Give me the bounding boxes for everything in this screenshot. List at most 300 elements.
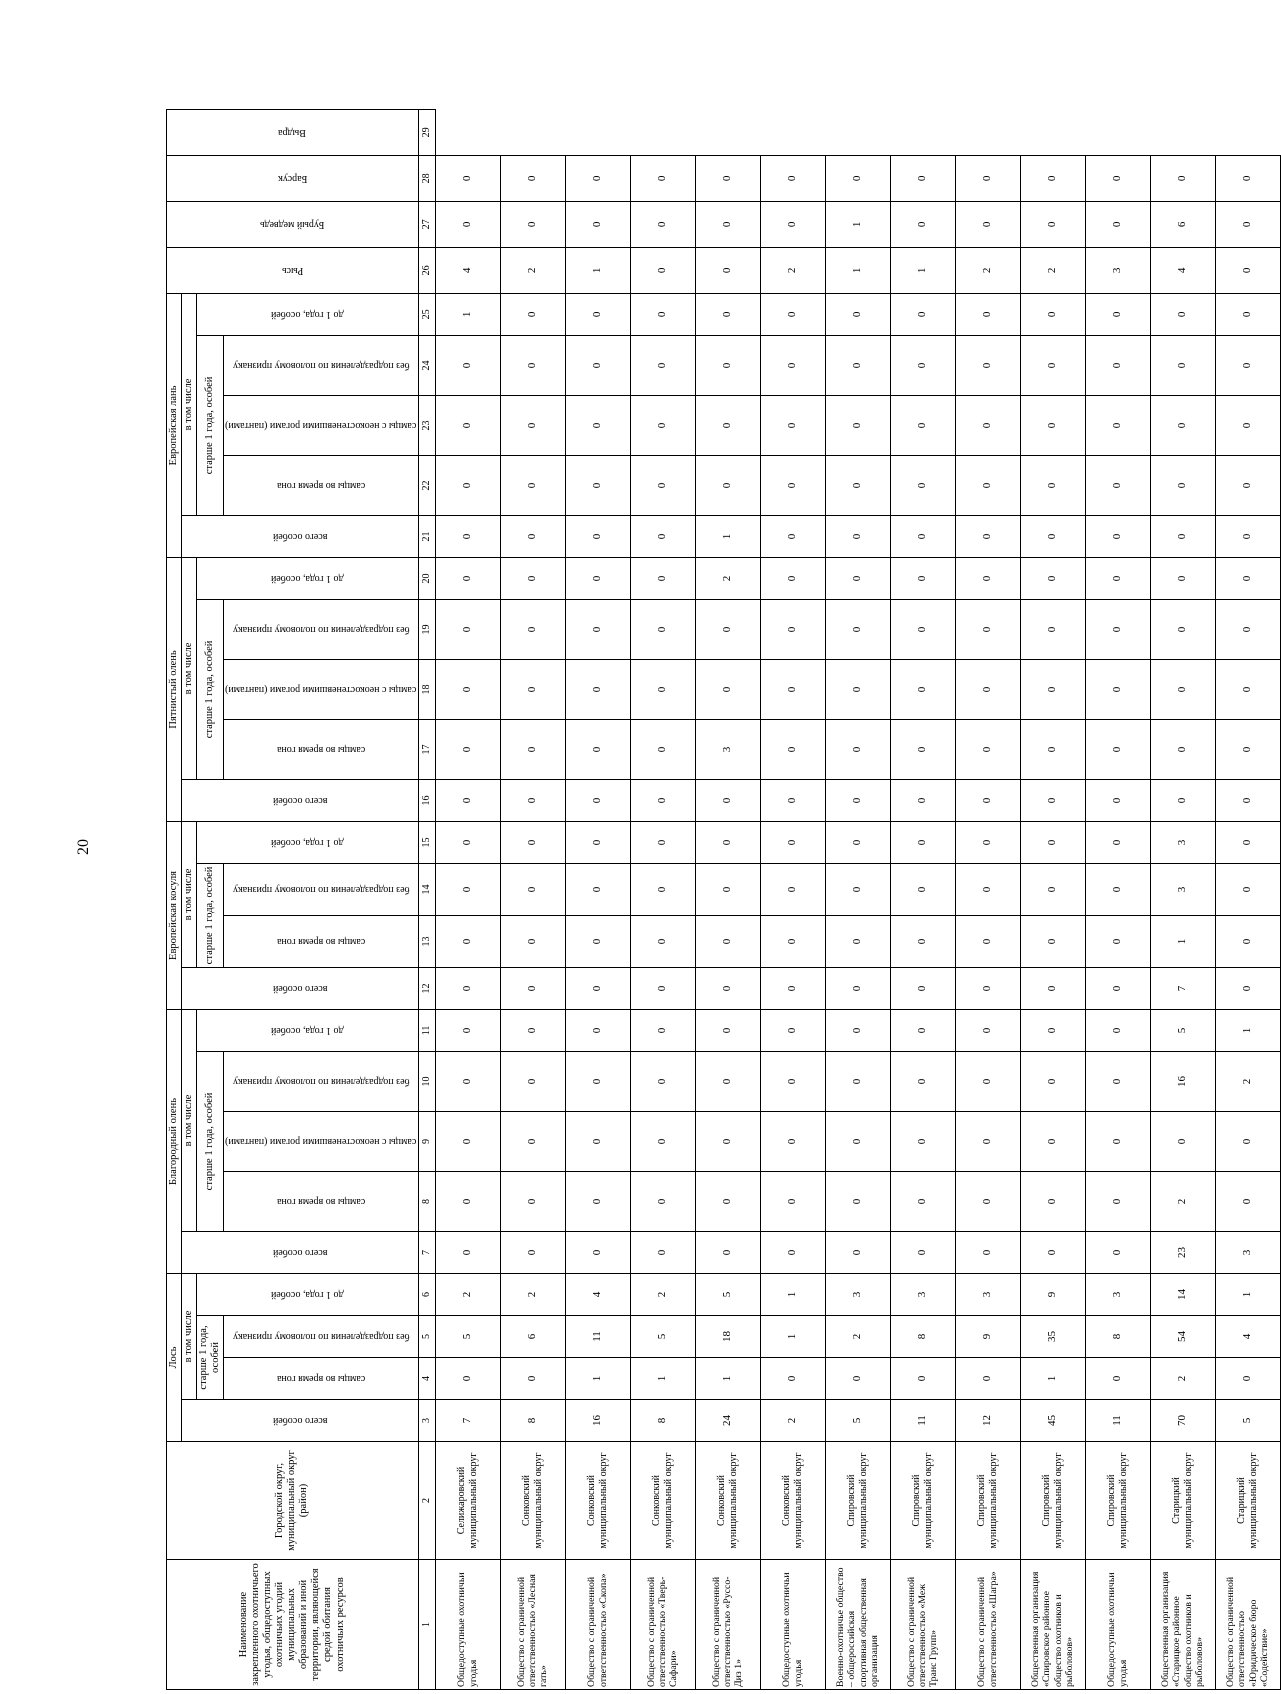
header-moose-under1: до 1 года, особей	[197, 1273, 418, 1315]
value-cell: 0	[955, 1111, 1020, 1171]
value-cell: 0	[565, 1051, 630, 1111]
value-cell: 6	[1150, 201, 1215, 247]
table-row	[435, 109, 500, 1689]
value-cell: 0	[695, 293, 760, 335]
column-number: 16	[418, 779, 435, 821]
value-cell: 0	[890, 1231, 955, 1273]
value-cell: 0	[1215, 395, 1280, 455]
column-number: 13	[418, 915, 435, 967]
value-cell: 7	[435, 1400, 500, 1442]
district-cell: Спировский муниципальный округ	[825, 1442, 890, 1560]
value-cell: 0	[630, 395, 695, 455]
value-cell: 2	[760, 1400, 825, 1442]
value-cell: 0	[760, 335, 825, 395]
value-cell: 0	[955, 779, 1020, 821]
header-reddeer-males-antlers: самцы с неокостеневшими рогами (пантами)	[224, 1111, 418, 1171]
column-number: 25	[418, 293, 435, 335]
header-fallow-under1: до 1 года, особей	[197, 293, 418, 335]
value-cell: 4	[435, 247, 500, 293]
value-cell: 0	[630, 967, 695, 1009]
value-cell: 11	[565, 1316, 630, 1358]
value-cell: 0	[565, 1111, 630, 1171]
value-cell: 0	[435, 719, 500, 779]
header-roe-deer: Европейская косуля	[167, 821, 182, 1009]
value-cell: 0	[955, 1358, 1020, 1400]
value-cell: 0	[500, 1358, 565, 1400]
value-cell: 0	[890, 515, 955, 557]
value-cell: 3	[1085, 1273, 1150, 1315]
value-cell: 0	[435, 1009, 500, 1051]
value-cell: 0	[435, 1171, 500, 1231]
value-cell: 0	[630, 1051, 695, 1111]
value-cell: 0	[1150, 599, 1215, 659]
value-cell: 0	[1020, 557, 1085, 599]
value-cell: 3	[825, 1273, 890, 1315]
value-cell: 12	[955, 1400, 1020, 1442]
value-cell: 1	[435, 293, 500, 335]
header-fallow-older: старше 1 года, особей	[197, 335, 224, 515]
value-cell: 0	[760, 863, 825, 915]
value-cell: 0	[955, 1171, 1020, 1231]
district-cell: Сонковский муниципальный округ	[695, 1442, 760, 1560]
value-cell: 4	[1215, 1316, 1280, 1358]
value-cell: 23	[1150, 1231, 1215, 1273]
value-cell: 0	[630, 1171, 695, 1231]
value-cell: 14	[1150, 1273, 1215, 1315]
district-cell: Сонковский муниципальный округ	[630, 1442, 695, 1560]
value-cell: 0	[760, 1009, 825, 1051]
value-cell: 0	[1085, 455, 1150, 515]
value-cell: 0	[630, 155, 695, 201]
column-number: 29	[418, 109, 435, 155]
value-cell: 0	[1085, 915, 1150, 967]
value-cell: 0	[695, 1009, 760, 1051]
district-cell: Сонковский муниципальный округ	[565, 1442, 630, 1560]
value-cell: 2	[435, 1273, 500, 1315]
value-cell: 2	[1150, 1171, 1215, 1231]
value-cell: 0	[435, 155, 500, 201]
value-cell: 0	[1085, 1358, 1150, 1400]
value-cell: 0	[565, 967, 630, 1009]
table-row	[630, 109, 695, 1689]
value-cell: 0	[825, 335, 890, 395]
value-cell: 6	[500, 1316, 565, 1358]
value-cell: 1	[1215, 1009, 1280, 1051]
value-cell: 0	[695, 863, 760, 915]
value-cell: 0	[435, 335, 500, 395]
value-cell: 0	[890, 967, 955, 1009]
header-fallow-incl: в том числе	[182, 293, 197, 515]
table-row	[890, 109, 955, 1689]
value-cell: 0	[1215, 863, 1280, 915]
value-cell: 11	[1085, 1400, 1150, 1442]
value-cell: 0	[695, 967, 760, 1009]
table-row	[1085, 109, 1150, 1689]
table-row	[760, 109, 825, 1689]
column-number: 4	[418, 1358, 435, 1400]
value-cell: 0	[1020, 967, 1085, 1009]
column-number: 21	[418, 515, 435, 557]
header-reddeer-under1: до 1 года, особей	[197, 1009, 418, 1051]
value-cell: 5	[435, 1316, 500, 1358]
header-sika-incl: в том числе	[182, 557, 197, 779]
column-number: 10	[418, 1051, 435, 1111]
value-cell: 0	[695, 821, 760, 863]
value-cell: 0	[695, 1111, 760, 1171]
value-cell: 0	[890, 821, 955, 863]
header-reddeer-total: всего особей	[182, 1231, 419, 1273]
value-cell: 0	[1150, 1111, 1215, 1171]
value-cell: 0	[500, 1171, 565, 1231]
value-cell: 2	[825, 1316, 890, 1358]
value-cell: 0	[435, 779, 500, 821]
header-reddeer-no-sex: без подразделения по половому признаку	[224, 1051, 418, 1111]
value-cell: 0	[955, 659, 1020, 719]
value-cell: 0	[500, 1231, 565, 1273]
value-cell: 0	[890, 779, 955, 821]
header-moose-older: старше 1 года, особей	[197, 1316, 224, 1400]
value-cell: 18	[695, 1316, 760, 1358]
header-district: Городской округ, муниципальный округ (район)	[167, 1442, 419, 1560]
value-cell: 0	[825, 863, 890, 915]
value-cell: 0	[760, 201, 825, 247]
value-cell: 0	[1020, 455, 1085, 515]
page-number: 20	[75, 839, 92, 855]
value-cell: 0	[1085, 967, 1150, 1009]
value-cell: 0	[695, 201, 760, 247]
value-cell: 5	[825, 1400, 890, 1442]
value-cell: 0	[890, 863, 955, 915]
value-cell: 0	[890, 1358, 955, 1400]
value-cell: 0	[825, 557, 890, 599]
value-cell: 0	[955, 1009, 1020, 1051]
value-cell: 0	[1020, 599, 1085, 659]
value-cell: 0	[760, 599, 825, 659]
header-roe-under1: до 1 года, особей	[197, 821, 418, 863]
column-number: 27	[418, 201, 435, 247]
header-otter: Выдра	[167, 109, 419, 155]
value-cell: 54	[1150, 1316, 1215, 1358]
object-name-cell: Общедоступные охотничьи угодья	[760, 1560, 825, 1690]
value-cell: 0	[435, 1111, 500, 1171]
header-fallow-deer: Европейская лань	[167, 293, 182, 557]
value-cell: 0	[760, 455, 825, 515]
value-cell: 0	[1150, 779, 1215, 821]
object-name-cell: Общество с ограниченной ответственностью «Шагра»	[955, 1560, 1020, 1690]
value-cell: 0	[890, 155, 955, 201]
value-cell: 0	[695, 779, 760, 821]
column-number: 28	[418, 155, 435, 201]
object-name-cell: Общественная организация «Спировское районное общество охотников и рыболовов»	[1020, 1560, 1085, 1690]
value-cell: 0	[955, 863, 1020, 915]
value-cell: 0	[760, 293, 825, 335]
value-cell: 9	[955, 1316, 1020, 1358]
value-cell: 0	[1020, 659, 1085, 719]
value-cell: 0	[500, 599, 565, 659]
value-cell: 0	[695, 247, 760, 293]
value-cell: 0	[760, 1051, 825, 1111]
value-cell: 0	[955, 455, 1020, 515]
value-cell: 0	[565, 821, 630, 863]
header-roe-older: старше 1 года, особей	[197, 863, 224, 967]
value-cell: 3	[1215, 1231, 1280, 1273]
value-cell: 0	[1020, 779, 1085, 821]
value-cell: 0	[435, 201, 500, 247]
value-cell: 0	[500, 719, 565, 779]
value-cell: 0	[630, 515, 695, 557]
table-row	[500, 109, 565, 1689]
value-cell: 3	[955, 1273, 1020, 1315]
value-cell: 24	[695, 1400, 760, 1442]
value-cell: 0	[1085, 779, 1150, 821]
value-cell: 0	[630, 915, 695, 967]
district-cell: Селижаровский муниципальный округ	[435, 1442, 500, 1560]
value-cell: 0	[435, 455, 500, 515]
value-cell: 0	[825, 659, 890, 719]
value-cell: 0	[1150, 719, 1215, 779]
value-cell: 0	[695, 455, 760, 515]
value-cell: 0	[500, 1009, 565, 1051]
value-cell: 4	[1150, 247, 1215, 293]
value-cell: 0	[760, 557, 825, 599]
value-cell: 0	[1020, 1051, 1085, 1111]
value-cell: 1	[565, 1358, 630, 1400]
column-numbers-row	[418, 109, 435, 1689]
value-cell: 0	[1020, 293, 1085, 335]
value-cell: 0	[630, 599, 695, 659]
value-cell: 0	[955, 1231, 1020, 1273]
value-cell: 0	[435, 821, 500, 863]
value-cell: 0	[500, 967, 565, 1009]
value-cell: 0	[630, 247, 695, 293]
header-moose-no-sex: без подразделения по половому признаку	[224, 1316, 418, 1358]
value-cell: 0	[955, 719, 1020, 779]
value-cell: 0	[435, 557, 500, 599]
value-cell: 5	[1215, 1400, 1280, 1442]
value-cell: 3	[1150, 821, 1215, 863]
column-number: 8	[418, 1171, 435, 1231]
value-cell: 0	[955, 821, 1020, 863]
value-cell: 0	[760, 915, 825, 967]
header-sika-no-sex: без подразделения по половому признаку	[224, 599, 418, 659]
value-cell: 0	[695, 335, 760, 395]
value-cell: 0	[565, 155, 630, 201]
object-name-cell: Общество с ограниченной ответственностью «Тверь-Сафари»	[630, 1560, 695, 1690]
value-cell: 0	[760, 395, 825, 455]
object-name-cell: Общество с ограниченной ответственностью «Юридическое бюро «Содействие»	[1215, 1560, 1280, 1690]
value-cell: 0	[1215, 719, 1280, 779]
value-cell: 0	[760, 1171, 825, 1231]
value-cell: 0	[695, 1171, 760, 1231]
column-number: 9	[418, 1111, 435, 1171]
object-name-cell: Военно-охотничье общество – общероссийская спортивная общественная организация	[825, 1560, 890, 1690]
value-cell: 0	[630, 1009, 695, 1051]
value-cell: 0	[1215, 1171, 1280, 1231]
value-cell: 0	[565, 455, 630, 515]
value-cell: 0	[500, 557, 565, 599]
value-cell: 8	[1085, 1316, 1150, 1358]
column-number: 17	[418, 719, 435, 779]
header-roe-males-rut: самцы во время гона	[224, 915, 418, 967]
value-cell: 0	[565, 1171, 630, 1231]
header-sika-older: старше 1 года, особей	[197, 599, 224, 779]
value-cell: 0	[955, 967, 1020, 1009]
value-cell: 5	[630, 1316, 695, 1358]
value-cell: 0	[825, 1111, 890, 1171]
value-cell: 0	[1085, 395, 1150, 455]
value-cell: 0	[500, 395, 565, 455]
value-cell: 0	[1150, 293, 1215, 335]
value-cell: 0	[565, 395, 630, 455]
value-cell: 0	[1215, 599, 1280, 659]
value-cell: 1	[825, 247, 890, 293]
column-number: 1	[418, 1560, 435, 1690]
value-cell: 0	[1020, 395, 1085, 455]
header-brown-bear: Бурый медведь	[167, 201, 419, 247]
table-row	[695, 109, 760, 1689]
value-cell: 0	[630, 719, 695, 779]
value-cell: 0	[760, 155, 825, 201]
header-sika-males-antlers: самцы с неокостеневшими рогами (пантами)	[224, 659, 418, 719]
value-cell: 0	[435, 659, 500, 719]
value-cell: 0	[500, 779, 565, 821]
column-number: 19	[418, 599, 435, 659]
value-cell: 0	[1150, 155, 1215, 201]
value-cell: 0	[1020, 1111, 1085, 1171]
value-cell: 0	[890, 915, 955, 967]
header-roe-incl: в том числе	[182, 821, 197, 967]
rotated-table-sheet	[166, 127, 1270, 1690]
value-cell: 0	[435, 915, 500, 967]
header-roe-no-sex: без подразделения по половому признаку	[224, 863, 418, 915]
header-sika-males-rut: самцы во время гона	[224, 719, 418, 779]
value-cell: 1	[760, 1273, 825, 1315]
value-cell: 0	[1215, 967, 1280, 1009]
value-cell: 0	[760, 967, 825, 1009]
column-number: 15	[418, 821, 435, 863]
value-cell: 0	[955, 395, 1020, 455]
value-cell: 1	[825, 201, 890, 247]
value-cell: 0	[1085, 1051, 1150, 1111]
value-cell: 0	[760, 659, 825, 719]
object-name-cell: Общество с ограниченной ответственностью «Скопа»	[565, 1560, 630, 1690]
value-cell: 0	[955, 335, 1020, 395]
value-cell: 0	[825, 719, 890, 779]
value-cell: 0	[890, 395, 955, 455]
table-row	[1215, 109, 1280, 1689]
value-cell: 0	[565, 779, 630, 821]
value-cell: 0	[1020, 155, 1085, 201]
value-cell: 2	[500, 247, 565, 293]
value-cell: 0	[825, 395, 890, 455]
value-cell: 0	[1150, 515, 1215, 557]
value-cell: 0	[565, 719, 630, 779]
value-cell: 0	[1150, 335, 1215, 395]
column-number: 22	[418, 455, 435, 515]
value-cell: 0	[1020, 719, 1085, 779]
value-cell: 0	[1085, 557, 1150, 599]
value-cell: 0	[1215, 557, 1280, 599]
column-number: 20	[418, 557, 435, 599]
object-name-cell: Общество с ограниченной ответственностью «Лесная гать»	[500, 1560, 565, 1690]
value-cell: 0	[630, 659, 695, 719]
value-cell: 0	[500, 659, 565, 719]
value-cell: 0	[435, 1358, 500, 1400]
value-cell: 0	[1020, 821, 1085, 863]
district-cell: Спировский муниципальный округ	[890, 1442, 955, 1560]
value-cell: 1	[1215, 1273, 1280, 1315]
value-cell: 0	[760, 719, 825, 779]
value-cell: 0	[500, 515, 565, 557]
value-cell: 9	[1020, 1273, 1085, 1315]
header-roe-total: всего особей	[182, 967, 419, 1009]
value-cell: 0	[825, 915, 890, 967]
table-row	[565, 109, 630, 1689]
value-cell: 0	[1215, 1358, 1280, 1400]
value-cell: 0	[825, 1009, 890, 1051]
value-cell: 0	[565, 557, 630, 599]
value-cell: 8	[630, 1400, 695, 1442]
column-number: 2	[418, 1442, 435, 1560]
value-cell: 0	[695, 1051, 760, 1111]
value-cell: 0	[1085, 201, 1150, 247]
value-cell: 0	[1085, 719, 1150, 779]
value-cell: 0	[825, 155, 890, 201]
value-cell: 0	[500, 155, 565, 201]
value-cell: 0	[1215, 779, 1280, 821]
value-cell: 1	[890, 247, 955, 293]
value-cell: 0	[1215, 821, 1280, 863]
value-cell: 0	[500, 1051, 565, 1111]
value-cell: 0	[760, 779, 825, 821]
district-cell: Сонковский муниципальный округ	[760, 1442, 825, 1560]
value-cell: 0	[1085, 1171, 1150, 1231]
value-cell: 0	[565, 515, 630, 557]
value-cell: 0	[565, 599, 630, 659]
value-cell: 1	[695, 1358, 760, 1400]
value-cell: 0	[890, 557, 955, 599]
column-number: 26	[418, 247, 435, 293]
value-cell: 0	[1085, 1231, 1150, 1273]
object-name-cell: Общедоступные охотничьи угодья	[1085, 1560, 1150, 1690]
value-cell: 3	[1085, 247, 1150, 293]
value-cell: 0	[565, 659, 630, 719]
value-cell: 2	[695, 557, 760, 599]
value-cell: 0	[825, 599, 890, 659]
header-fallow-total: всего особей	[182, 515, 419, 557]
value-cell: 0	[565, 915, 630, 967]
value-cell: 4	[565, 1273, 630, 1315]
value-cell: 0	[1215, 915, 1280, 967]
value-cell: 1	[1150, 915, 1215, 967]
object-name-cell: Общество с ограниченной ответственностью «Руссо-Диз 1»	[695, 1560, 760, 1690]
value-cell: 2	[760, 247, 825, 293]
value-cell: 0	[1085, 515, 1150, 557]
value-cell: 0	[1085, 1009, 1150, 1051]
column-number: 6	[418, 1273, 435, 1315]
value-cell: 0	[630, 201, 695, 247]
value-cell: 0	[825, 821, 890, 863]
value-cell: 0	[565, 335, 630, 395]
value-cell: 0	[1020, 201, 1085, 247]
value-cell: 11	[890, 1400, 955, 1442]
value-cell: 2	[1215, 1051, 1280, 1111]
value-cell: 0	[890, 599, 955, 659]
value-cell: 1	[695, 515, 760, 557]
value-cell: 0	[630, 779, 695, 821]
value-cell: 0	[1215, 155, 1280, 201]
value-cell: 0	[890, 1171, 955, 1231]
